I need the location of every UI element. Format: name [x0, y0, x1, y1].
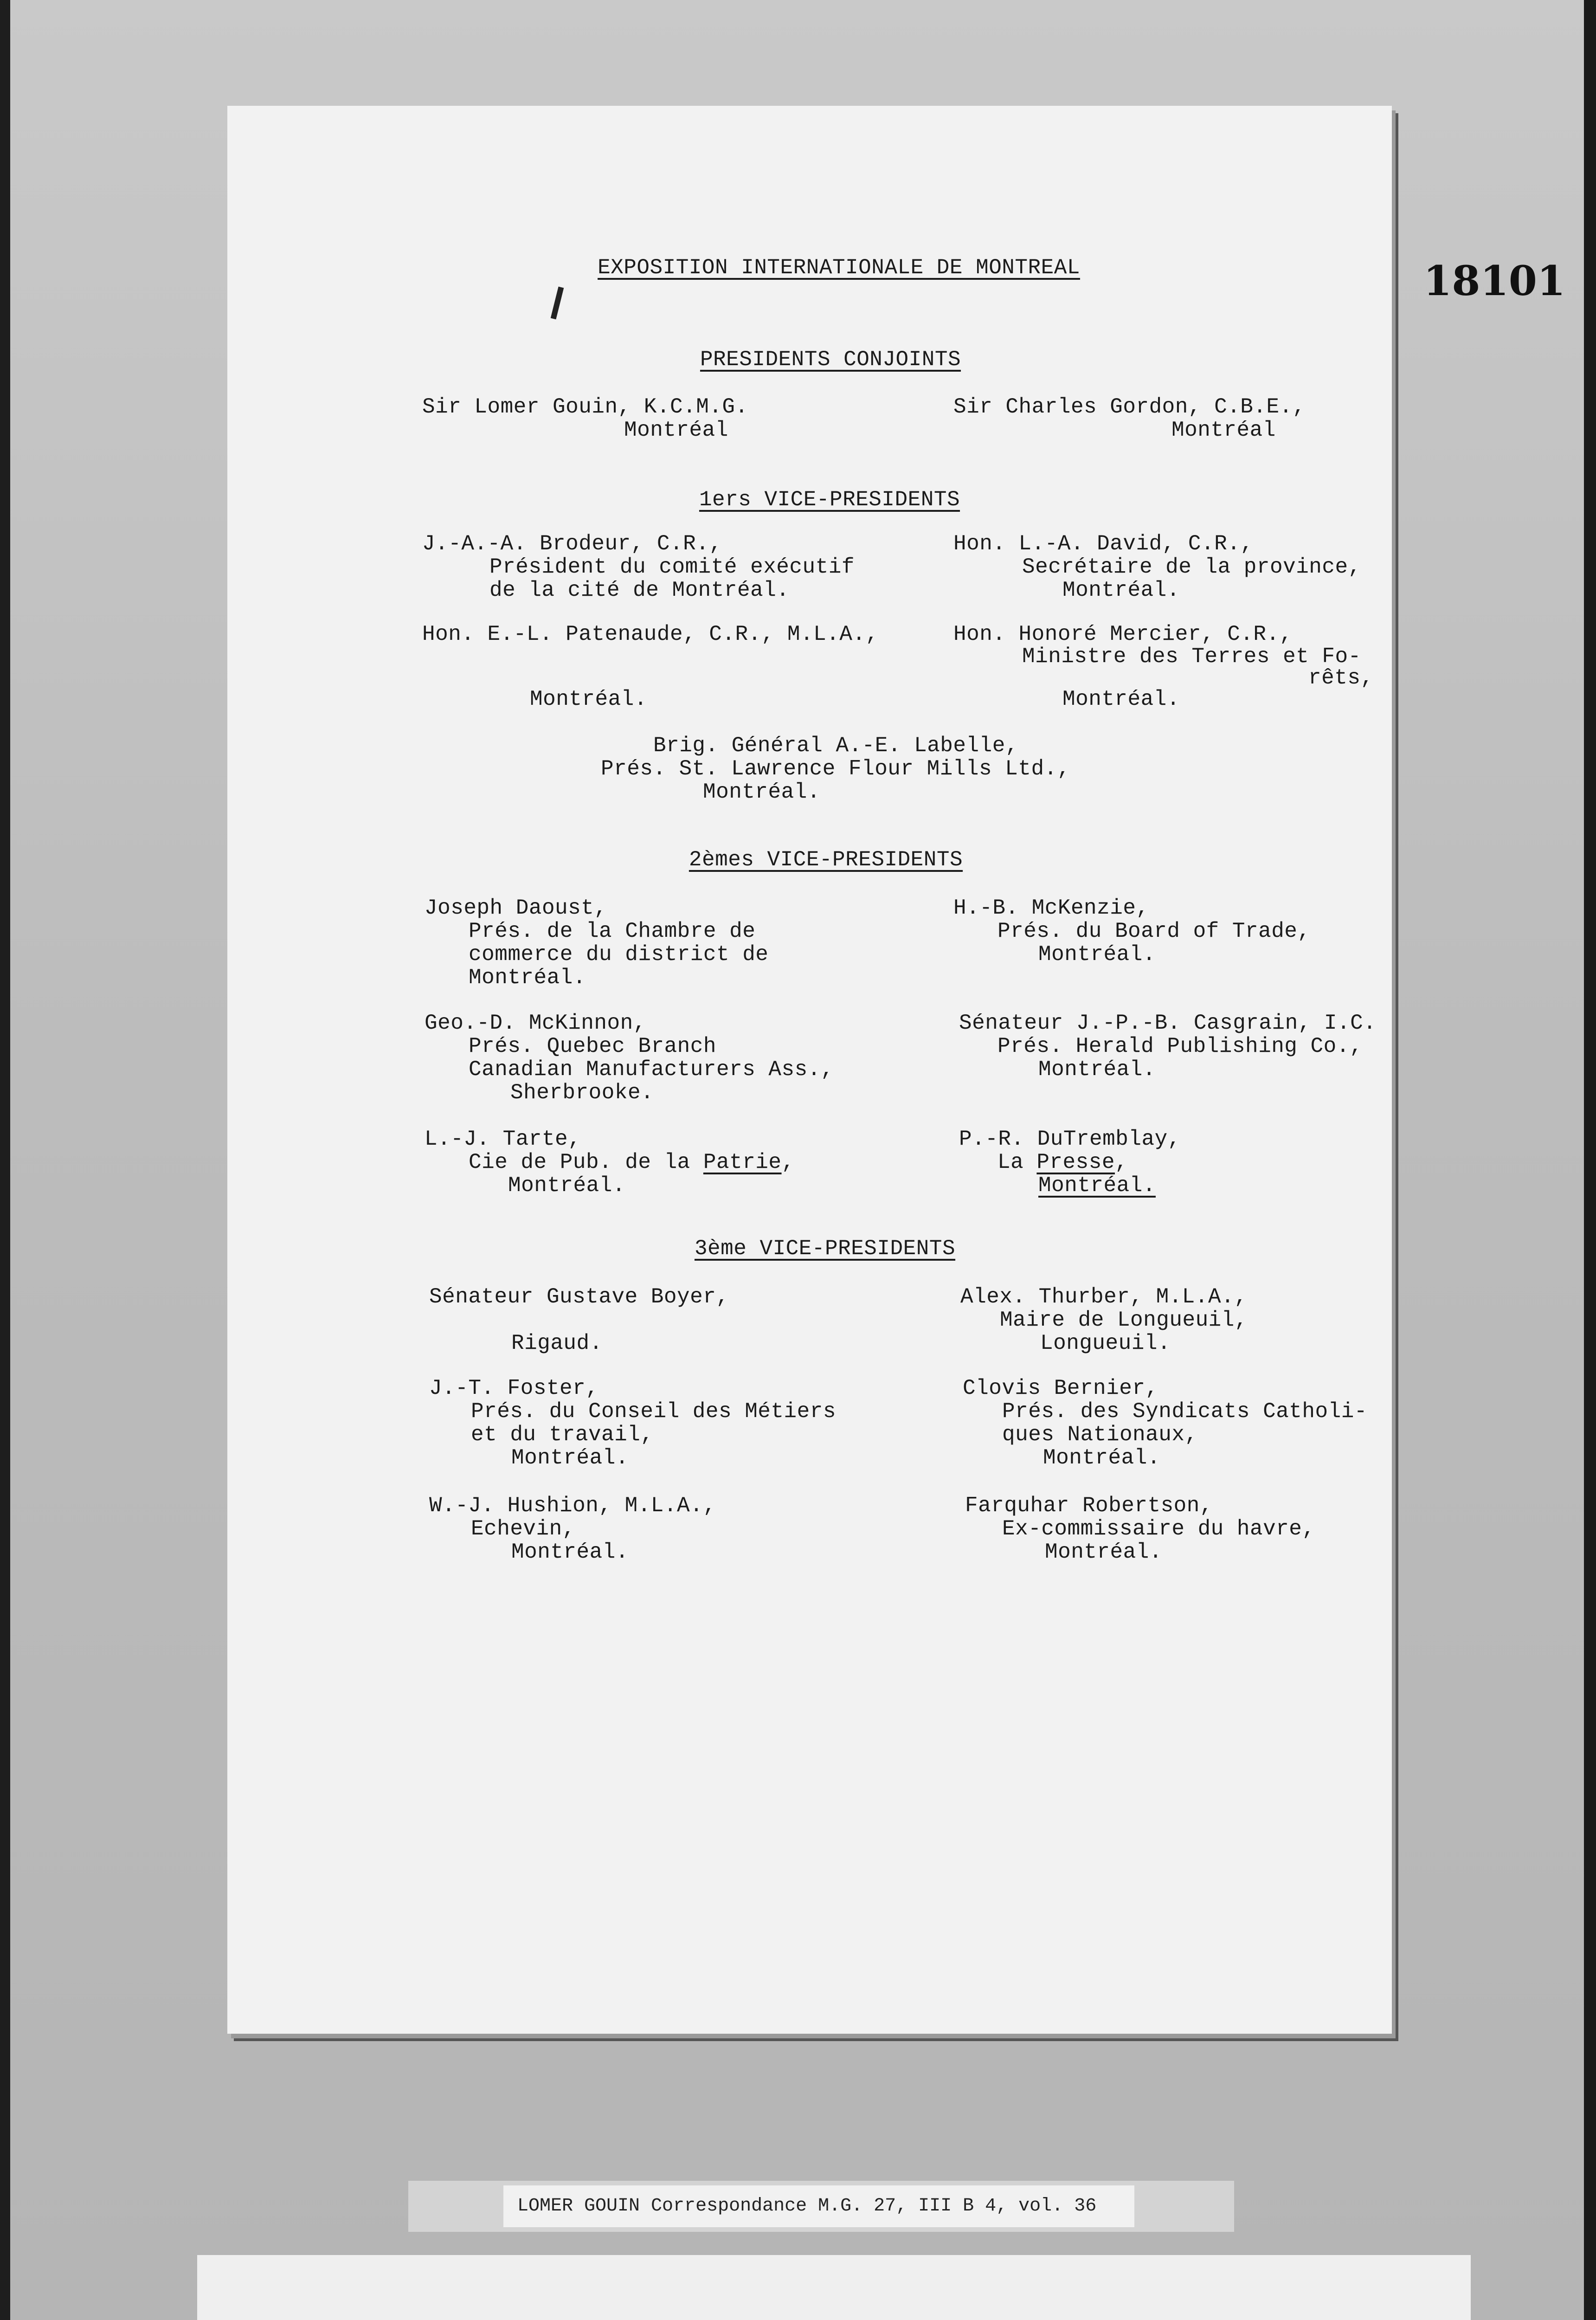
brodeur-name: J.-A.-A. Brodeur, C.R., — [422, 532, 722, 556]
boyer-name: Sénateur Gustave Boyer, — [429, 1285, 729, 1309]
heading-second-vp: 2èmes VICE-PRESIDENTS — [689, 848, 963, 872]
president-right-city: Montréal — [1171, 418, 1276, 442]
heading-first-vp: 1ers VICE-PRESIDENTS — [699, 488, 960, 512]
thurber-city: Longueuil. — [1040, 1331, 1171, 1355]
david-city: Montréal. — [1062, 578, 1180, 602]
tarte-title — [469, 1150, 795, 1175]
mckinnon-title-2: Canadian Manufacturers Ass., — [469, 1057, 834, 1082]
daoust-title: Prés. de la Chambre de — [469, 919, 756, 943]
mercier-city: Montréal. — [1062, 687, 1180, 711]
robertson-city: Montréal. — [1045, 1540, 1162, 1564]
david-name: Hon. L.-A. David, C.R., — [953, 532, 1254, 556]
mckinnon-title: Prés. Quebec Branch — [469, 1034, 716, 1058]
thurber-title: Maire de Longueuil, — [1000, 1308, 1248, 1332]
bernier-name: Clovis Bernier, — [963, 1376, 1158, 1400]
mercier-title: Ministre des Terres et Fo- — [1022, 644, 1361, 669]
president-left-city: Montréal — [624, 418, 728, 442]
foster-title: Prés. du Conseil des Métiers — [471, 1399, 836, 1424]
archive-stamp-card — [197, 2255, 1471, 2320]
tarte-newspaper: Patrie — [703, 1150, 782, 1174]
film-edge-left — [0, 0, 10, 2320]
foster-city: Montréal. — [511, 1446, 629, 1470]
casgrain-name: Sénateur J.-P.-B. Casgrain, I.C. — [959, 1011, 1377, 1035]
mckenzie-title: Prés. du Board of Trade, — [998, 919, 1311, 943]
typed-document — [227, 106, 1566, 2034]
tarte-city: Montréal. — [508, 1173, 625, 1198]
tarte-name: L.-J. Tarte, — [425, 1127, 581, 1151]
mercier-name: Hon. Honoré Mercier, C.R., — [953, 622, 1293, 646]
thurber-name: Alex. Thurber, M.L.A., — [960, 1285, 1248, 1309]
mckenzie-city: Montréal. — [1038, 942, 1156, 967]
heading-presidents: PRESIDENTS CONJOINTS — [700, 348, 961, 372]
daoust-name: Joseph Daoust, — [425, 896, 607, 920]
dutremblay-name: P.-R. DuTremblay, — [959, 1127, 1181, 1151]
dutremblay-title — [998, 1150, 1128, 1175]
david-title: Secrétaire de la province, — [1022, 555, 1361, 579]
tarte-title-prefix: Cie de Pub. de la — [469, 1150, 703, 1174]
dutremblay-title-prefix: La — [998, 1150, 1037, 1174]
boyer-city: Rigaud. — [511, 1331, 603, 1355]
brodeur-title-2: de la cité de Montréal. — [489, 578, 790, 602]
mckenzie-name: H.-B. McKenzie, — [953, 896, 1149, 920]
mckinnon-city: Sherbrooke. — [510, 1081, 654, 1105]
robertson-name: Farquhar Robertson, — [965, 1494, 1213, 1518]
labelle-city: Montréal. — [703, 780, 820, 804]
foster-title-2: et du travail, — [471, 1423, 654, 1447]
president-left-name: Sir Lomer Gouin, K.C.M.G. — [422, 395, 748, 419]
dutremblay-city: Montréal. — [1038, 1173, 1156, 1198]
casgrain-title: Prés. Herald Publishing Co., — [998, 1034, 1363, 1058]
heading-third-vp: 3ème VICE-PRESIDENTS — [694, 1237, 956, 1261]
labelle-name: Brig. Général A.-E. Labelle, — [653, 734, 1018, 758]
dutremblay-newspaper: Presse — [1036, 1150, 1115, 1174]
robertson-title: Ex-commissaire du havre, — [1002, 1517, 1315, 1541]
patenaude-name: Hon. E.-L. Patenaude, C.R., M.L.A., — [422, 622, 879, 646]
margin-pencil-mark — [551, 287, 564, 320]
daoust-title-2: commerce du district de — [469, 942, 769, 967]
casgrain-city: Montréal. — [1038, 1057, 1156, 1082]
document-number: 18101 — [1423, 257, 1566, 305]
daoust-city: Montréal. — [469, 966, 586, 990]
mercier-title-2: rêts, — [1308, 666, 1374, 690]
foster-name: J.-T. Foster, — [429, 1376, 599, 1400]
mckinnon-name: Geo.-D. McKinnon, — [425, 1011, 646, 1035]
tarte-title-suffix: , — [781, 1150, 795, 1174]
president-right-name: Sir Charles Gordon, C.B.E., — [953, 395, 1306, 419]
bernier-city: Montréal. — [1043, 1446, 1160, 1470]
hushion-city: Montréal. — [511, 1540, 629, 1564]
hushion-name: W.-J. Hushion, M.L.A., — [429, 1494, 716, 1518]
bernier-title-2: ques Nationaux, — [1002, 1423, 1198, 1447]
labelle-title: Prés. St. Lawrence Flour Mills Ltd., — [601, 757, 1070, 781]
document-title: EXPOSITION INTERNATIONALE DE MONTREAL — [598, 256, 1080, 280]
patenaude-city: Montréal. — [530, 687, 647, 711]
hushion-title: Echevin, — [471, 1517, 575, 1541]
dutremblay-title-suffix: , — [1114, 1150, 1128, 1174]
reference-label: LOMER GOUIN Correspondance M.G. 27, III B 4, vol. 36 — [503, 2185, 1134, 2227]
brodeur-title: Président du comité exécutif — [489, 555, 855, 579]
bernier-title: Prés. des Syndicats Catholi- — [1002, 1399, 1367, 1424]
film-edge-right — [1584, 0, 1596, 2320]
